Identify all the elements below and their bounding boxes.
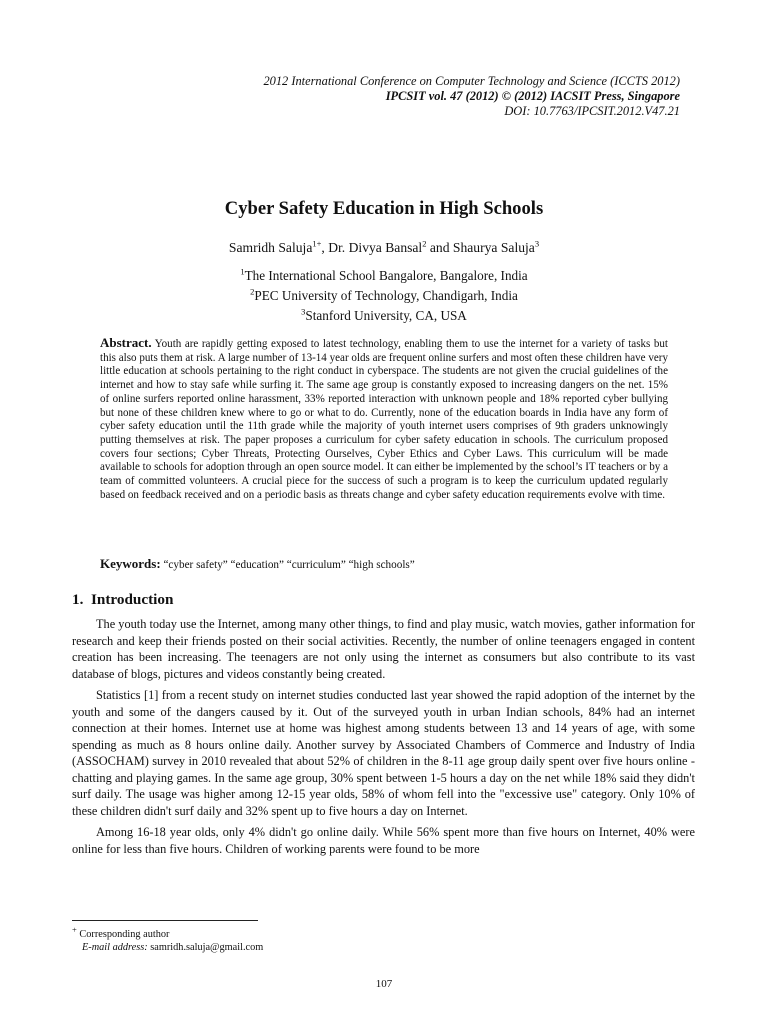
keywords: [100, 556, 668, 572]
page-number: 107: [375, 978, 393, 990]
section-number: 1.: [72, 591, 84, 608]
affiliation-2: [0, 286, 768, 306]
affiliation-2-text: PEC University of Technology, Chandigarh, India: [254, 288, 518, 303]
section-title: Introduction: [90, 591, 174, 608]
author-1: Samridh Saluja: [228, 240, 313, 255]
affiliation-3-sup: 3: [301, 306, 306, 317]
affiliation-3-text: Stanford University, CA, USA: [305, 308, 467, 323]
author-1-sup: 1+: [312, 238, 322, 249]
keywords-text: “cyber safety” “education” “curriculum” “high schools”: [163, 559, 415, 571]
author-2: Divya Bansal: [348, 240, 423, 255]
affiliation-1-text: The International School Bangalore, Bangalore, India: [244, 268, 528, 283]
author-sep-2: and: [426, 240, 453, 255]
affiliation-list: [0, 266, 768, 326]
footnote-line-1: [72, 924, 472, 941]
author-list: [0, 240, 768, 256]
email-label: E-mail address:: [82, 942, 148, 953]
proceedings-info: IPCSIT vol. 47 (2012) © (2012) IACSIT Press, Singapore: [385, 89, 680, 103]
email-address: samridh.saluja@gmail.com: [150, 942, 264, 953]
abstract-text: Youth are rapidly getting exposed to latest technology, enabling them to use the internet for a variety of tasks but this also puts them at risk. A large number of 13-14 year olds are frequent online surfers and most often these children have very little education at schools pertaining to the right conduct in cyberspace. The students are not given the crucial guidelines of the internet and how to stay safe while surfing it. The same age group is constantly exposed to increasing dangers on the net. 15% of online surfers reported online harassment, 33% reported interaction with unknown people and 18% reported cyber bullying but none of these children knew where to go or what to do. Currently, none of the education boards in India have any form of cyber safety education until the 11th grade while the majority of youth internet users comprises of 9th graders unknowingly putting themselves at risk. The paper proposes a curriculum for cyber safety education in schools. The curriculum proposed covers four sections; Cyber Threats, Protecting Ourselves, Cyber Ethics and Cyber Laws. This curriculum will be made available to schools for adoption through an open source model. It can either be implemented by the school’s IT teachers or by a team of committed volunteers. A crucial piece for the success of such a program is to keep the curriculum updated regularly based on feedback received and on a periodic basis as threats change and cyber safety education requirements evolve with time.: [100, 338, 668, 501]
paragraph-1: The youth today use the Internet, among many other things, to find and play music, watch movies, gather information for research and keep their friends posted on their social activities. Recently, the number of online teenagers engaged in content creation has been increasing. The teenagers are not only using the internet as consumers but also contribute to its vast database of blogs, pictures and videos constantly being created.: [72, 617, 695, 681]
doi: DOI: 10.7763/IPCSIT.2012.V47.21: [504, 104, 680, 118]
paper-title: Cyber Safety Education in High Schools: [224, 198, 544, 219]
footnote-line-2: [72, 941, 472, 954]
keywords-label: Keywords:: [100, 556, 161, 571]
affiliation-1: [0, 266, 768, 286]
conference-name: 2012 International Conference on Computer Technology and Science (ICCTS 2012): [263, 74, 680, 88]
footnote-divider: [72, 920, 258, 921]
footnote-text: Corresponding author: [79, 929, 170, 940]
footnote: [72, 924, 472, 954]
conference-header: [80, 74, 680, 119]
author-sep-1: , Dr.: [321, 240, 349, 255]
footnote-marker: +: [72, 924, 77, 935]
abstract-label: Abstract.: [100, 335, 152, 350]
affiliation-1-sup: 1: [240, 266, 245, 277]
affiliation-2-sup: 2: [250, 286, 255, 297]
abstract: [100, 336, 668, 502]
paragraph-3: Among 16-18 year olds, only 4% didn't go online daily. While 56% spent more than five hours on Internet, 40% were online for less than five hours. Children of working parents were found to be more: [72, 825, 695, 856]
author-3: Shaurya Saluja: [452, 240, 535, 255]
affiliation-3: [0, 306, 768, 326]
author-2-sup: 2: [422, 238, 427, 249]
paragraph-2: Statistics [1] from a recent study on internet studies conducted last year showed the rapid adoption of the internet by the youth and some of the dangers caused by it. Out of the surveyed youth in urban Indian schools, 84% had an internet connection at their homes. Internet use at home was highest among students between 13 and 14 years of age, with some spending as much as 8 hours online daily. Another survey by Associated Chambers of Commerce and Industry of India (ASSOCHAM) survey in 2010 revealed that about 52% of children in the 8-11 age group daily spent over five hours online - chatting and playing games. In the same age group, 30% spent between 1-5 hours a day on the net while 18% said they didn't surf daily. The usage was higher among 12-15 year olds, 58% of whom fell into the "excessive use" category. Only 10% of these children didn't surf daily and 32% spent up to five hours a day on Internet.: [72, 688, 695, 818]
section-heading: [72, 591, 173, 609]
author-3-sup: 3: [534, 238, 540, 249]
body-text: [72, 616, 695, 862]
